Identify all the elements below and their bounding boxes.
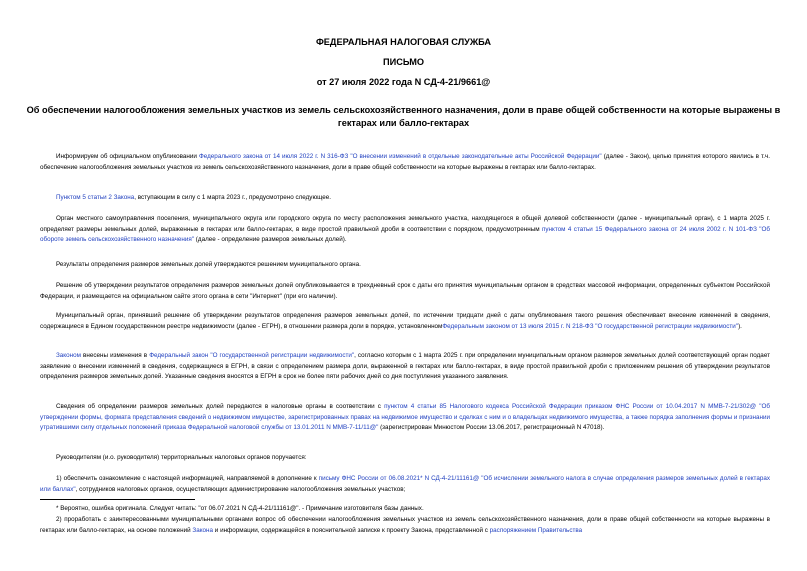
document-title: Об обеспечении налогообложения земельных участков из земель сельскохозяйственного назначения, доли в праве общей собственности на которые выражены в гектарах или балло-гектарах <box>26 105 781 128</box>
link-fns-order-302[interactable]: приказом ФНС России от 10.04.2017 N ММВ-7-21/302@ "Об утверждении формы, формата представления сведений о недвижимом имуществе, зарегистрированных правах на недвижимое имущество и сделках с ним и о владельцах недвижимого имущества, а также порядка заполнения формы и признании утратившими силу отдельных положений приказа Федеральной налоговой службы от 13.01.2011 N ММВ-7-11/11@" <box>40 403 770 431</box>
paragraph-11-text-a: 2) проработать с заинтересованными муниципальными органами вопрос об обеспечении налогообложения земельных участков из земель сельскохозяйственного назначения, доли в праве общей собственности на которые выражены в гектарах или балло-гектарах, на основе положений <box>40 516 770 534</box>
paragraph-9 <box>40 453 770 464</box>
paragraph-7 <box>40 351 770 383</box>
footnote-divider <box>40 499 195 500</box>
paragraph-5 <box>40 281 770 302</box>
document-type: ПИСЬМО <box>382 57 425 67</box>
link-government-order[interactable]: распоряжением Правительства <box>489 526 583 534</box>
paragraph-5-text: Решение об утверждении результатов определения размеров земельных долей опубликовывается в трехдневный срок с даты его принятия муниципальным органом в средствах массовой информации, определенных субъектом Российской Федерации, и размещается на официальном сайте этого органа в сети "Интернет" (при его наличии). <box>40 282 770 300</box>
paragraph-1-text-b: (далее - Закон), целью принятия которого явились в т.ч. обеспечение налогообложения земельных участков из земель сельскохозяйственного назначения, доли в праве общей собственности на которые выражены в гектарах или балло-гектарах. <box>40 153 770 171</box>
link-law-2[interactable]: Закона <box>192 526 214 534</box>
paragraph-8-text-c: (зарегистрирован Минюстом России 13.06.2017, регистрационный N 47018). <box>378 424 605 431</box>
paragraph-1-text-a: Информируем об официальном опубликовании <box>56 153 199 160</box>
paragraph-4-text: Результаты определения размеров земельных долей утверждаются решением муниципального органа. <box>56 261 361 268</box>
paragraph-7-text-b: , согласно которым с 1 марта 2025 г. при определении муниципальным органом размеров земельных долей соответствующий орган подает заявление о внесении изменений в сведения, содержащиеся в ЕГРН, в связи с определением размера доли, выраженной в гектарах или балло-гектарах, в виде простой правильной дроби с приложением решения об утверждении результатов определения размеров земельных долей. Указанные сведения вносятся в ЕГРН в срок не более пяти рабочих дней со дня поступления указанного заявления. <box>40 352 770 380</box>
paragraph-3 <box>40 214 770 246</box>
paragraph-10-text-a: 1) обеспечить ознакомление с настоящей информацией, направляемой в дополнение к <box>56 475 319 482</box>
paragraph-2 <box>40 193 770 204</box>
link-point-5-article-2[interactable]: Пунктом 5 статьи 2 Закона <box>56 194 135 201</box>
paragraph-10 <box>40 474 770 495</box>
link-federal-law-218fz[interactable]: Федеральным законом от 13 июля 2015 г. N 218-ФЗ "О государственной регистрации недвижимости" <box>442 322 739 330</box>
link-law[interactable]: Законом <box>56 352 81 359</box>
paragraph-7-text-a: внесены изменения в <box>80 352 150 359</box>
paragraph-1 <box>40 152 770 173</box>
footnote <box>40 504 770 515</box>
paragraph-4 <box>40 260 770 271</box>
paragraph-6-text-b: ). <box>738 322 742 330</box>
paragraph-11-text-b: и информации, содержащейся в пояснительной записке к проекту Закона, представленной с <box>213 526 490 534</box>
paragraph-11 <box>40 515 770 536</box>
paragraph-3-text-b: (далее - определение размеров земельных долей). <box>194 236 347 243</box>
paragraph-6-text-a: Муниципальный орган, принявший решение об утверждении результатов определения размеров земельных долей, по истечении тридцати дней с даты опубликования такого решения обеспечивает внесение изменений в сведения, содержащиеся в Едином государственном реестре недвижимости (далее - ЕГРН), в отношении размера доли в порядке, установленном <box>40 312 770 330</box>
footnote-text: * Вероятно, ошибка оригинала. Следует читать: "от 06.07.2021 N СД-4-21/11161@". - Примечание изготовителя базы данных. <box>56 505 424 512</box>
paragraph-2-text: , вступающим в силу с 1 марта 2023 г., предусмотрено следующее. <box>134 194 332 201</box>
paragraph-10-text-b: , сотрудников налоговых органов, осуществляющих администрирование налогообложения земельных участков; <box>75 485 406 493</box>
document-date-number: от 27 июля 2022 года N СД-4-21/9661@ <box>316 77 491 87</box>
agency-name: ФЕДЕРАЛЬНАЯ НАЛОГОВАЯ СЛУЖБА <box>315 37 492 47</box>
paragraph-6 <box>40 311 770 332</box>
link-tax-code-article-85[interactable]: пунктом 4 статьи 85 Налогового кодекса Российской Федерации <box>384 403 582 410</box>
link-federal-law-316fz[interactable]: Федерального закона от 14 июля 2022 г. N 316-ФЗ "О внесении изменений в отдельные законодательные акты Российской Федерации" <box>198 153 602 160</box>
paragraph-9-text: Руководителям (и.о. руководителя) территориальных налоговых органов поручается: <box>56 454 307 461</box>
link-registration-law[interactable]: Федеральный закон "О государственной регистрации недвижимости" <box>149 352 355 359</box>
paragraph-3-text-a: Орган местного самоуправления поселения, муниципального округа или городского округа по месту расположения земельного участка, находящегося в общей долевой собственности (далее - муниципальный орган), с 1 марта 2025 г. определяет размеры земельных долей, выраженные в гектарах или балло-гектарах, в виде простой правильной дроби в соответствии с порядком, предусмотренным <box>40 215 770 233</box>
link-point-4-article-15[interactable]: пунктом 4 статьи 15 Федерального закона от 24 июля 2002 г. N 101-ФЗ "Об обороте земель сельскохозяйственного назначения" <box>40 225 771 243</box>
paragraph-8 <box>40 402 770 434</box>
paragraph-8-text-a: Сведения об определении размеров земельных долей передаются в налоговые органы в соответствии с <box>56 403 385 410</box>
link-fns-letter-11161[interactable]: письму ФНС России от 06.08.2021* N СД-4-21/11161@ "Об исчислении земельного налога в случае определения размеров земельных долей в гектарах или баллах" <box>40 475 770 493</box>
